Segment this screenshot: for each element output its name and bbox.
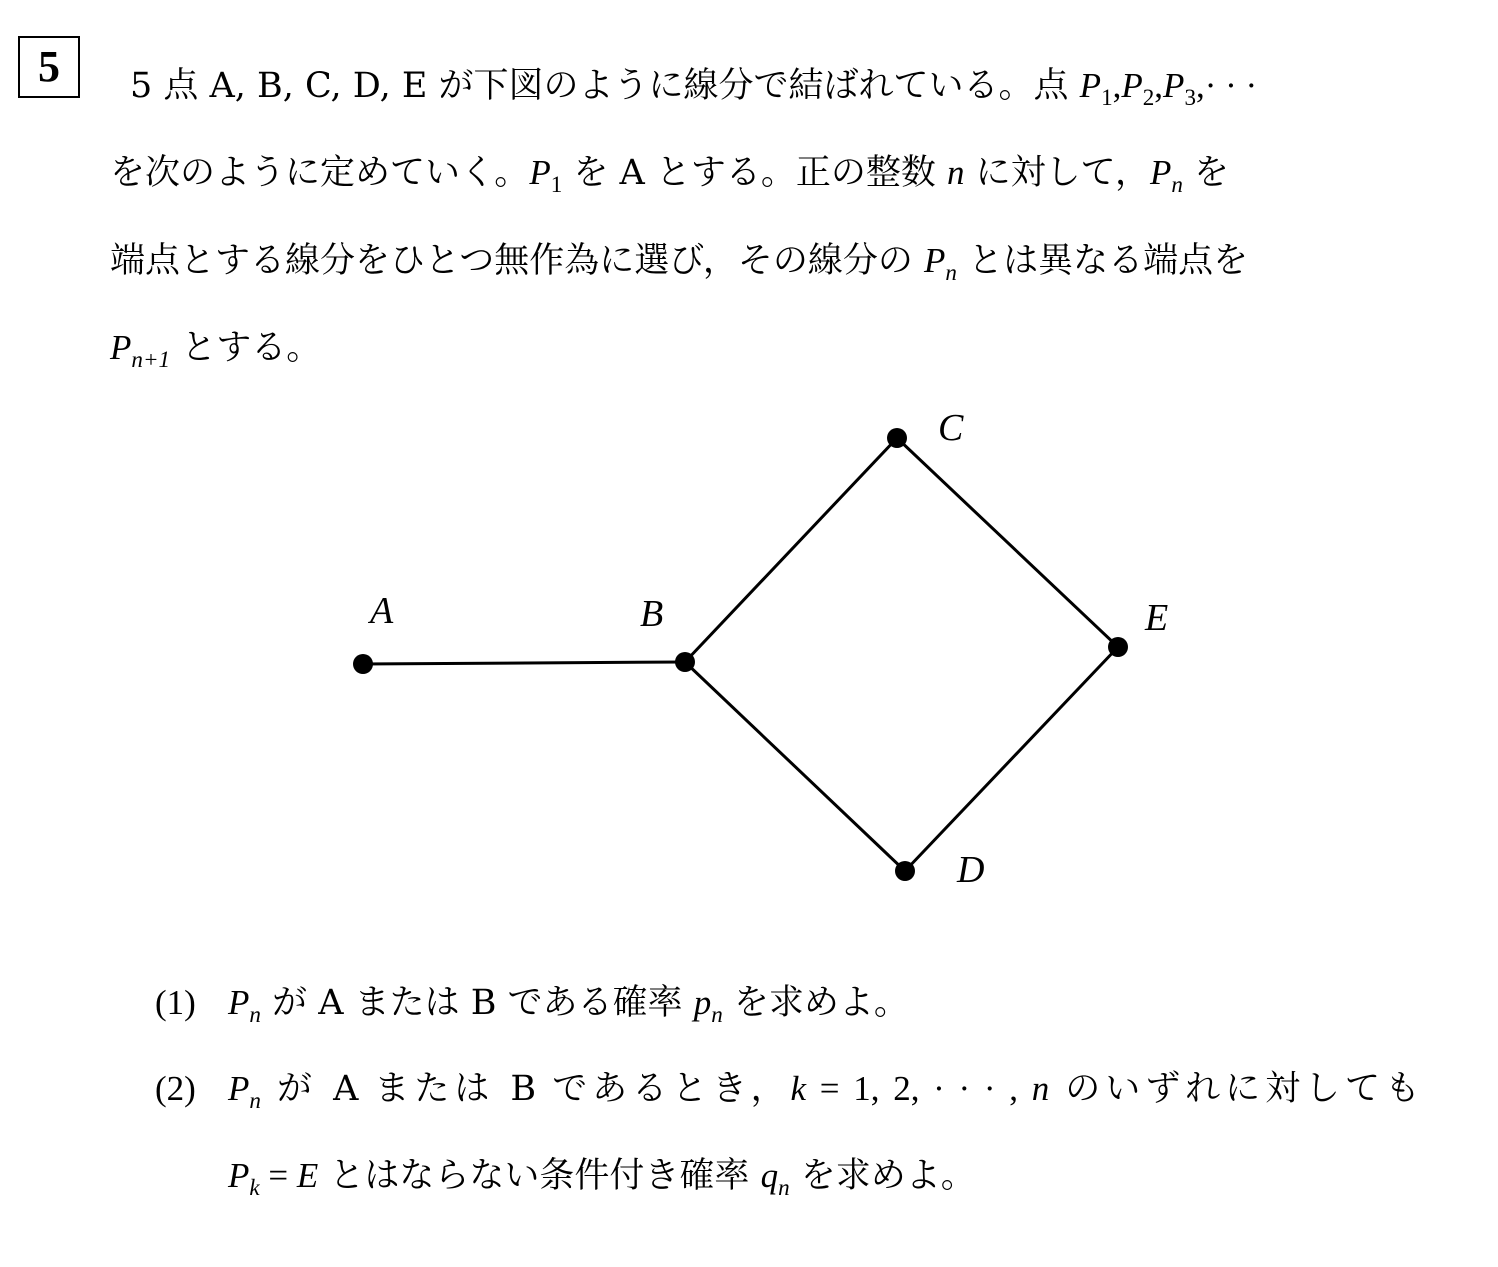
edge-D-E [905,647,1118,871]
math-sub: 3 [1184,84,1196,111]
edge-B-D [685,662,905,871]
text-segment: を [1182,153,1230,193]
text-segment: とは異なる端点を [956,241,1249,281]
math-var: n [1031,1069,1050,1108]
math-var: P [228,1156,250,1195]
question-2-text [228,1069,1420,1114]
math-sub: n+1 [131,346,171,373]
text-segment: とはならない条件付き確率 [318,1156,761,1196]
math-sub: n [1171,171,1183,198]
text-segment: , [1154,66,1164,105]
text-segment: を求めよ。 [722,983,909,1023]
question-1-text [228,983,909,1028]
vertex-B [675,652,695,672]
text-segment: が A または B である確率 [260,983,694,1023]
math-sub: 2 [1142,84,1155,111]
text-segment: , [1112,66,1122,105]
math-var: P [1163,66,1185,105]
edge-A-B [363,662,685,664]
text-segment: = [259,1156,297,1195]
math-sub: n [711,1001,723,1028]
math-var: n [947,153,965,192]
text-segment: が A または B であるとき， [260,1069,791,1109]
math-sub: n [249,1001,261,1028]
math-sub: 1 [1101,84,1113,111]
math-sub: n [945,259,957,286]
math-var: P [1149,153,1172,192]
math-var: P [228,983,250,1022]
math-var: P [1079,66,1102,105]
question-2-label: (2) [155,1069,196,1108]
vertex-label-D: D [957,849,985,891]
question-2-continuation [228,1156,976,1201]
text-segment: に対して， [964,153,1150,193]
math-sub: k [249,1174,260,1201]
math-var: P [1121,66,1143,105]
math-var: P [228,1069,250,1108]
vertex-label-B: B [640,593,664,635]
vertex-label-A: A [370,590,394,632]
vertex-D [895,861,915,881]
math-var: P [110,328,132,367]
vertex-A [353,654,373,674]
text-segment: 端点とする線分をひとつ無作為に選び，その線分の [110,241,925,281]
math-var: q [760,1156,779,1195]
text-segment: を求めよ。 [789,1156,976,1196]
question-1-label: (1) [155,983,196,1022]
edge-B-C [685,438,897,662]
vertex-C [887,428,907,448]
problem-number: 5 [18,36,80,98]
text-segment: を A とする。正の整数 [562,153,948,193]
math-var: E [296,1156,319,1195]
vertex-label-E: E [1145,597,1169,639]
vertex-E [1108,637,1128,657]
text-segment: のいずれに対しても [1049,1069,1420,1109]
math-var: P [529,153,551,192]
math-var: P [924,241,946,280]
math-var: p [693,983,712,1022]
edge-C-E [897,438,1118,647]
text-segment: とする。 [170,328,322,368]
vertex-label-C: C [938,407,964,449]
text-segment: ,· · · [1195,66,1258,105]
math-sub: n [778,1174,790,1201]
text-segment: 5 点 A, B, C, D, E が下図のように線分で結ばれている。点 [130,66,1080,106]
text-segment: = 1, 2, · · · , [806,1069,1032,1108]
math-var: k [790,1069,807,1108]
text-segment: を次のように定めていく。 [110,153,530,193]
math-sub: n [249,1087,261,1114]
math-sub: 1 [550,171,563,198]
